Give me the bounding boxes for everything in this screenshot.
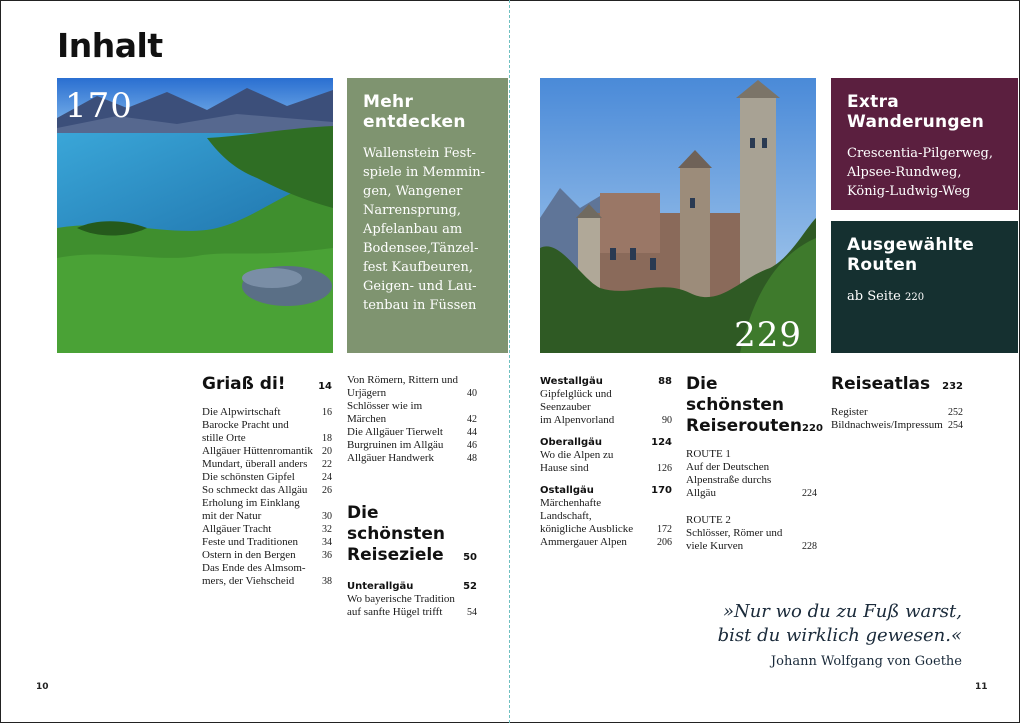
toc-entry	[202, 484, 332, 497]
toc-heading-reiseziele	[347, 503, 477, 568]
toc-section-name: Ostallgäu	[540, 485, 594, 496]
center-fold	[509, 0, 510, 723]
toc-entry-page: 32	[322, 524, 332, 535]
toc-entry-page: 44	[467, 427, 477, 438]
quote-author: Johann Wolfgang von Goethe	[770, 654, 962, 669]
toc-entry-page: 22	[322, 459, 332, 470]
toc-entry-title: So schmeckt das Allgäu	[202, 484, 308, 496]
toc-entry	[686, 514, 817, 553]
toc-entry-page: 254	[948, 420, 963, 431]
mehr-entdecken-heading	[363, 92, 492, 132]
toc-entry-title: Wo bayerische Tradition auf sanfte Hügel trifft	[347, 593, 455, 618]
routen-title-line1: Ausgewählte	[847, 235, 975, 255]
reiserouten-page: 220	[802, 423, 823, 434]
toc-entry-title: Burgruinen im Allgäu	[347, 439, 444, 451]
toc-column-reiserouten	[686, 374, 823, 553]
reiseatlas-entries	[831, 406, 963, 432]
reiseziele-page: 50	[463, 552, 477, 563]
toc-entry-page: 30	[322, 511, 332, 522]
folio-left: 10	[36, 682, 49, 692]
toc-entry-title: Allgäuer Handwerk	[347, 452, 435, 464]
toc-entry	[347, 374, 477, 400]
toc-entry-title: Feste und Traditionen	[202, 536, 298, 548]
extra-wanderungen-heading	[847, 92, 1002, 132]
photo-page-number-left: 170	[65, 86, 133, 126]
toc-entry-title: Ammergauer Alpen	[540, 536, 627, 548]
toc-section-page: 124	[651, 437, 672, 448]
photo-page-number-right: 229	[734, 315, 802, 353]
toc-entry-page: 24	[322, 472, 332, 483]
toc-entry	[202, 497, 332, 523]
toc-entry-title: Barocke Pracht und stille Orte	[202, 419, 289, 444]
toc-sub-unterallgaeu	[347, 580, 477, 593]
toc-entry	[347, 452, 477, 465]
toc-entry-title: Mundart, überall anders	[202, 458, 308, 470]
castle-illustration	[540, 78, 816, 353]
toc-entry	[347, 426, 477, 439]
toc-section-name: Oberallgäu	[540, 437, 603, 448]
toc-entry-page: 40	[467, 388, 477, 399]
toc-section-entries	[540, 497, 672, 549]
toc-entry-page: 34	[322, 537, 332, 548]
routen-page: 220	[905, 292, 925, 303]
toc-column-3	[540, 375, 672, 549]
toc-entry-page: 126	[657, 463, 672, 474]
folio-right: 11	[975, 682, 988, 692]
extra-title-line1: Extra	[847, 92, 900, 112]
toc-entry	[540, 449, 672, 475]
toc-entry-page: 90	[662, 415, 672, 426]
toc-entry	[540, 536, 672, 549]
unterallgaeu-page: 52	[463, 581, 477, 592]
toc-entry-page: 38	[322, 576, 332, 587]
toc-entry-title: Das Ende des Almsom- mers, der Viehscheid	[202, 562, 306, 587]
toc-entry	[202, 419, 332, 445]
box-ausgewaehlte-routen	[831, 221, 1018, 353]
routen-text-prefix: ab Seite	[847, 289, 901, 304]
toc-entry	[202, 445, 332, 458]
toc-entry	[202, 549, 332, 562]
toc-entry-page: 36	[322, 550, 332, 561]
toc-entry-page: 228	[802, 541, 817, 552]
toc-entry	[202, 458, 332, 471]
toc-entry-page: 26	[322, 485, 332, 496]
quote-line1: »Nur wo du zu Fuß warst,	[722, 601, 962, 622]
box-extra-wanderungen	[831, 78, 1018, 210]
toc-section-heading	[540, 375, 672, 388]
toc-entry-title: Register	[831, 406, 868, 418]
toc-entry	[831, 419, 963, 432]
toc-section	[540, 375, 672, 427]
toc-entry	[540, 388, 672, 427]
toc-entry	[202, 536, 332, 549]
toc-entry-title: Märchenhafte Landschaft, königliche Ausblicke	[540, 497, 634, 535]
toc-entry-title: Schlösser wie im Märchen	[347, 400, 423, 425]
reiseatlas-heading: Reiseatlas	[831, 374, 931, 394]
toc-entry-title: Die Alpwirtschaft	[202, 406, 281, 418]
toc-column-reiseatlas	[831, 374, 963, 432]
toc-entry-page: 20	[322, 446, 332, 457]
toc-entry	[202, 562, 332, 588]
toc-section	[540, 436, 672, 475]
toc-heading-reiseatlas	[831, 374, 963, 397]
toc-entry-page: 172	[657, 524, 672, 535]
toc-entry	[347, 400, 477, 426]
routen-heading	[847, 235, 1002, 275]
toc-entry	[831, 406, 963, 419]
mehr-entdecken-text: Wallenstein Fest- spiele in Memmin- gen, Wangener Narrensprung, Apfelanbau am Bodensee,Tänzel- fest Kaufbeuren, Geigen- und Lau- tenbau in Füssen	[363, 146, 486, 313]
toc-entry	[202, 523, 332, 536]
toc-entry-page: 54	[467, 607, 477, 618]
toc-entry-title: Wo die Alpen zu Hause sind	[540, 449, 614, 474]
toc-entry-title: ROUTE 1 Auf der Deutschen Alpenstraße durchs Allgäu	[686, 448, 772, 499]
reiseziele-heading-line2: Reiseziele	[347, 545, 444, 565]
griass-entries	[202, 406, 332, 588]
toc-heading-reiserouten	[686, 374, 823, 439]
griass-heading: Griaß di!	[202, 374, 286, 394]
quote-line2: bist du wirklich gewesen.«	[717, 625, 962, 646]
griass-page: 14	[318, 381, 332, 392]
mehr-title-line1: Mehr	[363, 92, 414, 112]
toc-entry	[347, 593, 477, 619]
toc-entry-page: 48	[467, 453, 477, 464]
photo-neuschwanstein	[540, 78, 816, 353]
toc-entry-title: Von Römern, Rittern und Urjägern	[347, 374, 459, 399]
toc-heading-griass	[202, 374, 332, 397]
toc-section-page: 88	[658, 376, 672, 387]
toc-entry-title: Die Allgäuer Tierwelt	[347, 426, 443, 438]
toc-entry-title: ROUTE 2 Schlösser, Römer und viele Kurven	[686, 514, 783, 552]
toc-section-entries	[540, 449, 672, 475]
mehr-title-line2: entdecken	[363, 112, 466, 132]
toc-entry-title: Gipfelglück und Seenzauber im Alpenvorland	[540, 388, 615, 426]
toc-entry	[202, 471, 332, 484]
routen-text	[847, 287, 1002, 307]
extra-wanderungen-text: Crescentia-Pilgerweg, Alpsee-Rundweg, König-Ludwig-Weg	[847, 146, 993, 199]
reiseziele-heading-line1: Die schönsten	[347, 503, 445, 544]
toc-column-2	[347, 374, 477, 619]
toc-entry-title: Ostern in den Bergen	[202, 549, 296, 561]
toc-section-name: Westallgäu	[540, 376, 603, 387]
toc-entry	[540, 497, 672, 536]
toc-section-heading	[540, 436, 672, 449]
photo-forggensee	[57, 78, 333, 353]
toc-entry	[686, 448, 817, 500]
toc-section-page: 170	[651, 485, 672, 496]
goethe-quote	[718, 600, 962, 672]
reiserouten-heading-line1: Die schönsten	[686, 374, 784, 415]
box-mehr-entdecken	[347, 78, 508, 353]
unterallgaeu-entries	[347, 593, 477, 619]
toc-entry-title: Bildnachweis/Impressum	[831, 419, 943, 431]
toc-entry	[202, 406, 332, 419]
toc-entry-page: 42	[467, 414, 477, 425]
toc-entry-title: Allgäuer Tracht	[202, 523, 272, 535]
extra-title-line2: Wanderungen	[847, 112, 985, 132]
toc-entry-title: Die schönsten Gipfel	[202, 471, 295, 483]
toc-entry-page: 46	[467, 440, 477, 451]
toc-entry-page: 252	[948, 407, 963, 418]
toc-section	[540, 484, 672, 549]
reiserouten-heading-line2: Reiserouten	[686, 416, 803, 436]
col3-sections	[540, 375, 672, 549]
reiseatlas-page: 232	[942, 381, 963, 392]
col2-entries	[347, 374, 477, 465]
toc-entry-page: 224	[802, 488, 817, 499]
page-title: Inhalt	[57, 26, 163, 65]
toc-entry-title: Erholung im Einklang mit der Natur	[202, 497, 300, 522]
unterallgaeu-label: Unterallgäu	[347, 581, 414, 592]
toc-column-griass	[202, 374, 332, 588]
toc-entry-title: Allgäuer Hüttenromantik	[202, 445, 313, 457]
toc-entry-page: 18	[322, 433, 332, 444]
toc-entry-page: 206	[657, 537, 672, 548]
toc-section-entries	[540, 388, 672, 427]
route-entries	[686, 448, 817, 553]
routen-title-line2: Routen	[847, 255, 918, 275]
toc-entry-page: 16	[322, 407, 332, 418]
toc-entry	[347, 439, 477, 452]
toc-section-heading	[540, 484, 672, 497]
